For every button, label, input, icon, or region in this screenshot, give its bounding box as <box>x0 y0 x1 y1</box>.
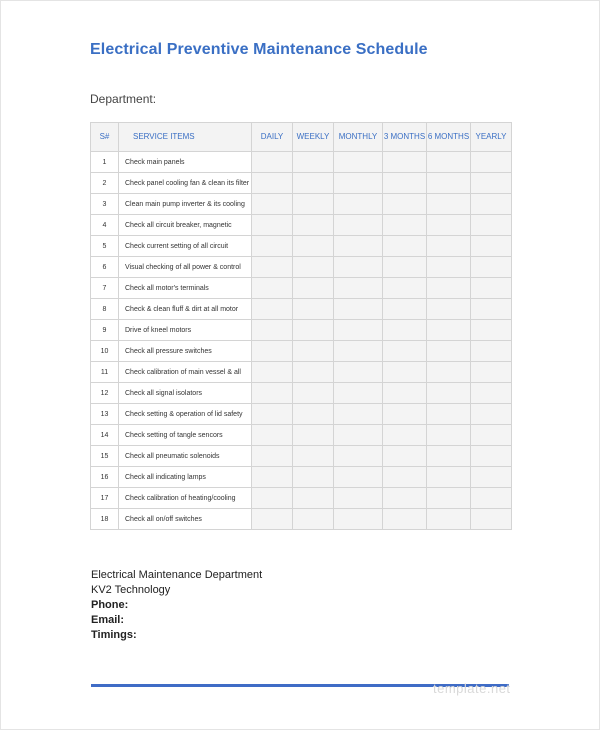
cell-monthly[interactable] <box>334 362 383 383</box>
table-row <box>91 257 512 278</box>
cell-monthly[interactable] <box>334 341 383 362</box>
service-item: Check all pressure switches <box>119 341 252 362</box>
row-number: 7 <box>91 278 119 299</box>
cell-weekly[interactable] <box>293 467 334 488</box>
footer-contact-block <box>91 568 262 643</box>
cell-daily[interactable] <box>252 362 293 383</box>
row-number: 2 <box>91 173 119 194</box>
row-number: 16 <box>91 467 119 488</box>
row-number: 4 <box>91 215 119 236</box>
cell-monthly[interactable] <box>334 194 383 215</box>
table-row <box>91 215 512 236</box>
cell-6-months[interactable] <box>427 215 471 236</box>
header-daily: DAILY <box>252 123 293 152</box>
cell-3-months[interactable] <box>383 257 427 278</box>
cell-weekly[interactable] <box>293 320 334 341</box>
cell-monthly[interactable] <box>334 236 383 257</box>
table-header-row <box>91 123 512 152</box>
cell-yearly[interactable] <box>471 446 512 467</box>
cell-yearly[interactable] <box>471 236 512 257</box>
cell-monthly[interactable] <box>334 215 383 236</box>
row-number: 9 <box>91 320 119 341</box>
cell-yearly[interactable] <box>471 257 512 278</box>
service-item: Check calibration of main vessel & all <box>119 362 252 383</box>
table-row <box>91 446 512 467</box>
cell-6-months[interactable] <box>427 446 471 467</box>
cell-6-months[interactable] <box>427 194 471 215</box>
cell-3-months[interactable] <box>383 446 427 467</box>
cell-weekly[interactable] <box>293 215 334 236</box>
row-number: 8 <box>91 299 119 320</box>
service-item: Check main panels <box>119 152 252 173</box>
cell-6-months[interactable] <box>427 320 471 341</box>
footer-department: Electrical Maintenance Department <box>91 569 263 581</box>
footer-timings-label: Timings: <box>91 629 137 641</box>
table-row <box>91 488 512 509</box>
table-row <box>91 320 512 341</box>
cell-yearly[interactable] <box>471 194 512 215</box>
service-item: Check all pneumatic solenoids <box>119 446 252 467</box>
department-label: Department: <box>90 92 157 106</box>
cell-weekly[interactable] <box>293 362 334 383</box>
header-sno: S# <box>91 123 119 152</box>
cell-yearly[interactable] <box>471 299 512 320</box>
service-item: Check all circuit breaker, magnetic <box>119 215 252 236</box>
row-number: 11 <box>91 362 119 383</box>
cell-yearly[interactable] <box>471 152 512 173</box>
table-row <box>91 299 512 320</box>
cell-3-months[interactable] <box>383 383 427 404</box>
cell-daily[interactable] <box>252 467 293 488</box>
table-row <box>91 236 512 257</box>
footer-email-label: Email: <box>91 614 125 626</box>
cell-6-months[interactable] <box>427 341 471 362</box>
cell-3-months[interactable] <box>383 341 427 362</box>
row-number: 17 <box>91 488 119 509</box>
cell-3-months[interactable] <box>383 467 427 488</box>
row-number: 3 <box>91 194 119 215</box>
service-item: Check calibration of heating/cooling <box>119 488 252 509</box>
table-row <box>91 194 512 215</box>
cell-weekly[interactable] <box>293 446 334 467</box>
maintenance-schedule-table <box>90 122 512 530</box>
cell-3-months[interactable] <box>383 236 427 257</box>
cell-yearly[interactable] <box>471 383 512 404</box>
cell-6-months[interactable] <box>427 173 471 194</box>
service-item: Check all on/off switches <box>119 509 252 530</box>
cell-weekly[interactable] <box>293 299 334 320</box>
row-number: 5 <box>91 236 119 257</box>
cell-6-months[interactable] <box>427 509 471 530</box>
service-item: Drive of kneel motors <box>119 320 252 341</box>
cell-daily[interactable] <box>252 194 293 215</box>
table-row <box>91 173 512 194</box>
cell-daily[interactable] <box>252 320 293 341</box>
cell-6-months[interactable] <box>427 488 471 509</box>
cell-monthly[interactable] <box>334 320 383 341</box>
service-item: Check all motor's terminals <box>119 278 252 299</box>
row-number: 14 <box>91 425 119 446</box>
cell-monthly[interactable] <box>334 173 383 194</box>
service-item: Clean main pump inverter & its cooling <box>119 194 252 215</box>
service-item: Check all signal isolators <box>119 383 252 404</box>
header-service-items: SERVICE ITEMS <box>119 123 252 152</box>
service-item: Check setting & operation of lid safety <box>119 404 252 425</box>
cell-monthly[interactable] <box>334 488 383 509</box>
row-number: 18 <box>91 509 119 530</box>
cell-6-months[interactable] <box>427 278 471 299</box>
table-row <box>91 467 512 488</box>
cell-yearly[interactable] <box>471 467 512 488</box>
cell-yearly[interactable] <box>471 278 512 299</box>
service-item: Check current setting of all circuit <box>119 236 252 257</box>
cell-3-months[interactable] <box>383 509 427 530</box>
row-number: 15 <box>91 446 119 467</box>
cell-weekly[interactable] <box>293 278 334 299</box>
table-row <box>91 341 512 362</box>
service-item: Check panel cooling fan & clean its filter <box>119 173 252 194</box>
cell-3-months[interactable] <box>383 215 427 236</box>
cell-daily[interactable] <box>252 278 293 299</box>
cell-yearly[interactable] <box>471 425 512 446</box>
cell-weekly[interactable] <box>293 383 334 404</box>
cell-yearly[interactable] <box>471 341 512 362</box>
row-number: 10 <box>91 341 119 362</box>
footer-phone-label: Phone: <box>91 599 129 611</box>
cell-daily[interactable] <box>252 488 293 509</box>
cell-monthly[interactable] <box>334 425 383 446</box>
cell-6-months[interactable] <box>427 362 471 383</box>
cell-daily[interactable] <box>252 215 293 236</box>
header-weekly: WEEKLY <box>293 123 334 152</box>
table-row <box>91 509 512 530</box>
cell-yearly[interactable] <box>471 320 512 341</box>
service-item: Visual checking of all power & control <box>119 257 252 278</box>
cell-weekly[interactable] <box>293 194 334 215</box>
cell-monthly[interactable] <box>334 404 383 425</box>
cell-monthly[interactable] <box>334 509 383 530</box>
cell-weekly[interactable] <box>293 152 334 173</box>
cell-weekly[interactable] <box>293 425 334 446</box>
table-row <box>91 425 512 446</box>
cell-6-months[interactable] <box>427 425 471 446</box>
service-item: Check & clean fluff & dirt at all motor <box>119 299 252 320</box>
header-monthly: MONTHLY <box>334 123 383 152</box>
cell-monthly[interactable] <box>334 467 383 488</box>
cell-weekly[interactable] <box>293 404 334 425</box>
cell-3-months[interactable] <box>383 320 427 341</box>
page-title: Electrical Preventive Maintenance Schedule <box>90 41 428 58</box>
cell-3-months[interactable] <box>383 173 427 194</box>
cell-yearly[interactable] <box>471 488 512 509</box>
cell-3-months[interactable] <box>383 152 427 173</box>
cell-6-months[interactable] <box>427 236 471 257</box>
cell-yearly[interactable] <box>471 362 512 383</box>
row-number: 12 <box>91 383 119 404</box>
cell-daily[interactable] <box>252 236 293 257</box>
cell-weekly[interactable] <box>293 173 334 194</box>
cell-weekly[interactable] <box>293 341 334 362</box>
row-number: 1 <box>91 152 119 173</box>
cell-3-months[interactable] <box>383 299 427 320</box>
cell-daily[interactable] <box>252 383 293 404</box>
table-body <box>91 152 512 530</box>
cell-daily[interactable] <box>252 404 293 425</box>
cell-6-months[interactable] <box>427 257 471 278</box>
cell-6-months[interactable] <box>427 299 471 320</box>
cell-yearly[interactable] <box>471 215 512 236</box>
header-6-months: 6 MONTHS <box>427 123 471 152</box>
cell-3-months[interactable] <box>383 488 427 509</box>
cell-6-months[interactable] <box>427 383 471 404</box>
cell-weekly[interactable] <box>293 488 334 509</box>
table-row <box>91 383 512 404</box>
cell-3-months[interactable] <box>383 194 427 215</box>
cell-daily[interactable] <box>252 509 293 530</box>
cell-monthly[interactable] <box>334 299 383 320</box>
footer-company: KV2 Technology <box>91 584 171 596</box>
cell-daily[interactable] <box>252 425 293 446</box>
header-yearly: YEARLY <box>471 123 512 152</box>
cell-monthly[interactable] <box>334 383 383 404</box>
header-3-months: 3 MONTHS <box>383 123 427 152</box>
cell-monthly[interactable] <box>334 152 383 173</box>
cell-6-months[interactable] <box>427 467 471 488</box>
service-item: Check all indicating lamps <box>119 467 252 488</box>
row-number: 6 <box>91 257 119 278</box>
cell-3-months[interactable] <box>383 362 427 383</box>
cell-weekly[interactable] <box>293 509 334 530</box>
cell-yearly[interactable] <box>471 173 512 194</box>
cell-monthly[interactable] <box>334 278 383 299</box>
cell-daily[interactable] <box>252 446 293 467</box>
cell-3-months[interactable] <box>383 425 427 446</box>
cell-6-months[interactable] <box>427 152 471 173</box>
cell-yearly[interactable] <box>471 509 512 530</box>
cell-daily[interactable] <box>252 299 293 320</box>
cell-weekly[interactable] <box>293 236 334 257</box>
cell-monthly[interactable] <box>334 446 383 467</box>
cell-daily[interactable] <box>252 341 293 362</box>
row-number: 13 <box>91 404 119 425</box>
cell-daily[interactable] <box>252 257 293 278</box>
cell-daily[interactable] <box>252 152 293 173</box>
table-row <box>91 152 512 173</box>
cell-6-months[interactable] <box>427 404 471 425</box>
cell-daily[interactable] <box>252 173 293 194</box>
table-row <box>91 362 512 383</box>
cell-3-months[interactable] <box>383 404 427 425</box>
service-item: Check setting of tangle sencors <box>119 425 252 446</box>
cell-yearly[interactable] <box>471 404 512 425</box>
cell-3-months[interactable] <box>383 278 427 299</box>
table-row <box>91 404 512 425</box>
watermark-text: template.net <box>433 681 511 696</box>
cell-weekly[interactable] <box>293 257 334 278</box>
table-row <box>91 278 512 299</box>
cell-monthly[interactable] <box>334 257 383 278</box>
